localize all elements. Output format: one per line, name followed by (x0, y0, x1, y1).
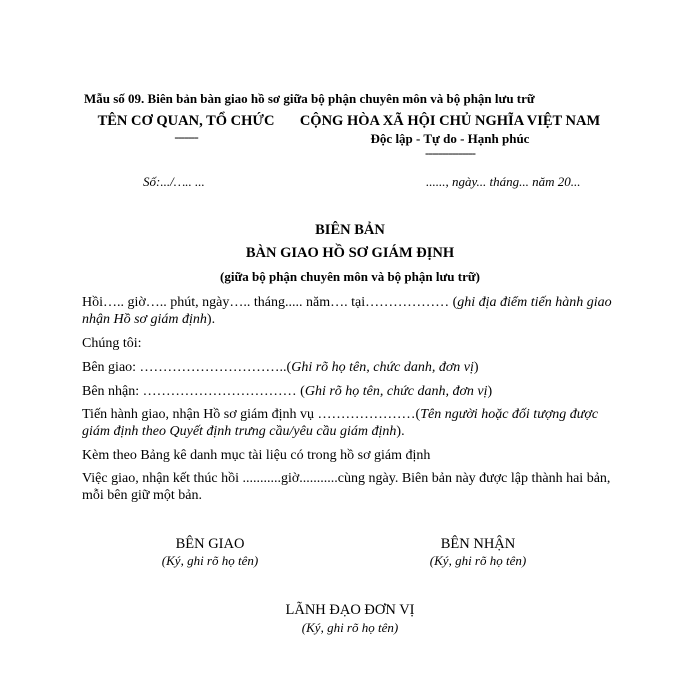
leader-signature-title: LÃNH ĐẠO ĐƠN VỊ (285, 602, 415, 618)
org-name: TÊN CƠ QUAN, TỔ CHỨC (97, 113, 275, 129)
time-place-paragraph: Hồi….. giờ….. phút, ngày….. tháng..... năm…. tại……………… (ghi địa điểm tiến hành giao nhận Hồ sơ giám định). (82, 295, 612, 327)
nation-heading: CỘNG HÒA XÃ HỘI CHỦ NGHĨA VIỆT NAM (299, 113, 601, 129)
receiver-signature-title: BÊN NHẬN (440, 536, 516, 552)
receiver-signature-note: (Ký, ghi rõ họ tên) (429, 553, 527, 568)
receiver-paragraph: Bên nhận: …………………………… (Ghi rõ họ tên, chức danh, đơn vị) (82, 384, 493, 399)
title-line-1: BIÊN BẢN (315, 222, 385, 238)
form-title: Mẫu số 09. Biên bản bàn giao hồ sơ giữa bộ phận chuyên môn và bộ phận lưu trữ (84, 91, 535, 106)
leader-signature-note: (Ký, ghi rõ họ tên) (301, 620, 399, 635)
motto-rule: --------------- (425, 145, 475, 160)
giver-paragraph: Bên giao: …………………………..(Ghi rõ họ tên, chức danh, đơn vị) (82, 360, 479, 375)
motto: Độc lập - Tự do - Hạnh phúc (370, 131, 530, 146)
handover-paragraph: Tiến hành giao, nhận Hồ sơ giám định vụ …………………(Tên người hoặc đối tượng được giám định theo Quyết định trưng cầu/yêu cầu giám định). (82, 407, 599, 439)
document-date: ......, ngày... tháng... năm 20... (426, 174, 581, 189)
org-rule: ------- (174, 129, 198, 144)
giver-signature-title: BÊN GIAO (175, 536, 245, 552)
we-paragraph: Chúng tôi: (82, 336, 142, 351)
title-line-3: (giữa bộ phận chuyên môn và bộ phận lưu trữ) (220, 269, 480, 284)
closing-paragraph: Việc giao, nhận kết thúc hồi ...........giờ...........cùng ngày. Biên bản này được lập thành hai bản, mỗi bên giữ một bản. (82, 471, 611, 503)
document-number: Số:.../….. ... (143, 174, 205, 189)
title-line-2: BÀN GIAO HỒ SƠ GIÁM ĐỊNH (245, 245, 455, 261)
attached-paragraph: Kèm theo Bảng kê danh mục tài liệu có trong hồ sơ giám định (82, 448, 431, 463)
giver-signature-note: (Ký, ghi rõ họ tên) (161, 553, 259, 568)
